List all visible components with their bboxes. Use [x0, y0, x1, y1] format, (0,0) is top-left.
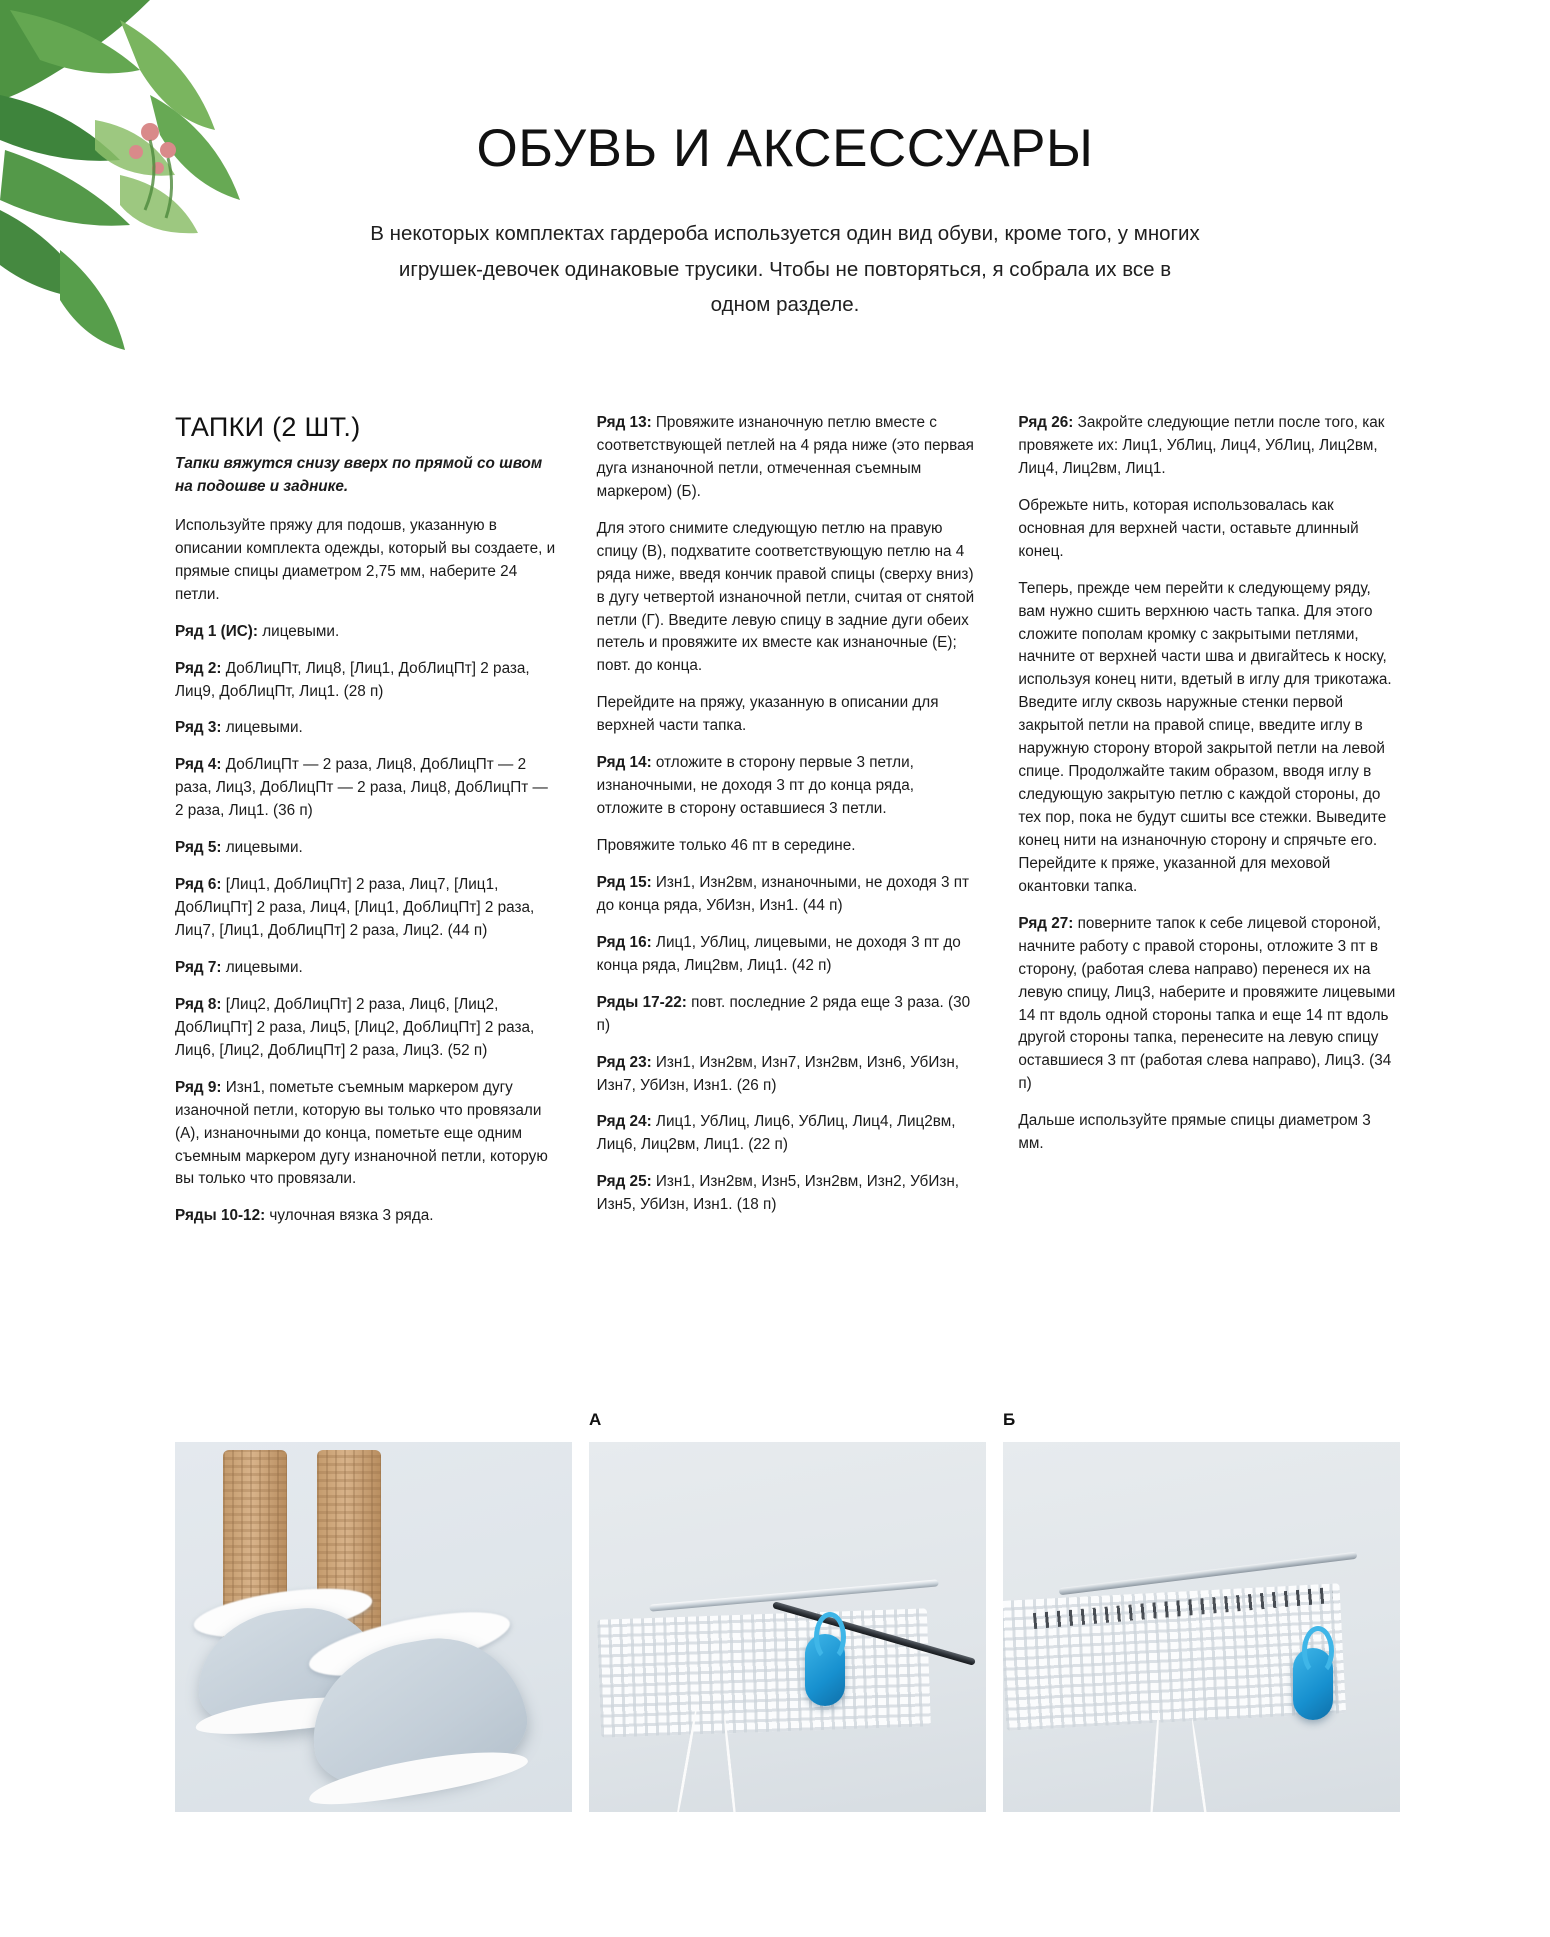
knitted-fabric — [597, 1608, 931, 1737]
article-columns — [175, 412, 1400, 1242]
paragraph: Ряд 2: ДобЛицПт, Лиц8, [Лиц1, ДобЛицПт] 2 раза, Лиц9, ДобЛицПт, Лиц1. (28 п) — [175, 659, 530, 700]
photo-label: А — [589, 1410, 602, 1429]
paragraph: Ряд 4: ДобЛицПт — 2 раза, Лиц8, ДобЛицПт — 2 раза, Лиц3, ДобЛицПт — 2 раза, Лиц8, ДобЛицПт — 2 раза, Лиц1. (36 п) — [175, 756, 548, 820]
paragraph: Ряд 26: Закройте следующие петли после того, как провяжете их: Лиц1, УбЛиц, Лиц4, УбЛиц, Лиц2вм, Лиц4, Лиц2вм, Лиц1. — [1018, 414, 1385, 477]
photo-step-b — [1003, 1410, 1400, 1812]
paragraph: Для этого снимите следующую петлю на правую спицу (В), подхватите соответствующую петлю на 4 ряда ниже, введя кончик правой спицы (сверху вниз) в дугу четвертой изнаночной петли, считая от снятой петли (Г). Введите левую спицу в задние дуги обеих петель и провяжите их вместе как изнаночные (Е); повт. до конца. — [596, 519, 975, 675]
photo-strip — [175, 1410, 1400, 1812]
section-lead: Тапки вяжутся снизу вверх по прямой со швом на подошве и заднике. — [175, 455, 543, 495]
paragraph: Ряды 17-22: повт. последние 2 ряда еще 3 раза. (30 п) — [596, 993, 971, 1034]
paragraph: Ряд 7: лицевыми. — [175, 958, 303, 976]
paragraph: Ряд 24: Лиц1, УбЛиц, Лиц6, УбЛиц, Лиц4, Лиц2вм, Лиц6, Лиц2вм, Лиц1. (22 п) — [596, 1113, 956, 1154]
paragraph: Ряд 9: Изн1, пометьте съемным маркером дугу изаночной петли, которую вы только что провязали (А), изнаночными до конца, пометьте еще одним съемным маркером дугу изнаночной петли, которую вы только что провязали. — [175, 1078, 548, 1188]
paragraph: Перейдите на пряжу, указанную в описании для верхней части тапка. — [596, 694, 939, 735]
yarn-strand — [1191, 1718, 1211, 1812]
paragraph: Обрежьте нить, которая использовалась как основная для верхней части, оставьте длинный конец. — [1018, 496, 1359, 560]
paragraph: Ряд 15: Изн1, Изн2вм, изнаночными, не доходя 3 пт до конца ряда, УбИзн, Изн1. (44 п) — [596, 873, 970, 914]
section-title-slippers: ТАПКИ (2 ШТ.) — [175, 412, 361, 442]
paragraph: Ряд 5: лицевыми. — [175, 839, 303, 857]
page-header — [170, 120, 1400, 322]
stitch-marker-icon — [805, 1634, 845, 1706]
paragraph: Провяжите только 46 пт в середине. — [596, 837, 856, 854]
photo-step-a — [589, 1410, 986, 1812]
page-intro: В некоторых комплектах гардероба используется один вид обуви, кроме того, у многих игрушек-девочек одинаковые трусики. Чтобы не повторяться, я собрала их все в одном разделе. — [370, 222, 1200, 316]
column-1 — [175, 412, 557, 1242]
photo-label: Б — [1003, 1410, 1016, 1429]
stitch-marker-icon — [1293, 1648, 1333, 1720]
paragraph: Ряд 1 (ИС): лицевыми. — [175, 622, 340, 640]
paragraph: Используйте пряжу для подошв, указанную в описании комплекта одежды, который вы создаете, и прямые спицы диаметром 2,75 мм, наберите 24 петли. — [175, 516, 556, 603]
column-3 — [1018, 412, 1400, 1242]
photo-image-step-a — [589, 1442, 986, 1812]
photo-image-step-b — [1003, 1442, 1400, 1812]
photo-image-slippers — [175, 1442, 572, 1812]
paragraph: Ряд 25: Изн1, Изн2вм, Изн5, Изн2вм, Изн2, УбИзн, Изн5, УбИзн, Изн1. (18 п) — [596, 1173, 960, 1214]
paragraph: Ряд 8: [Лиц2, ДобЛицПт] 2 раза, Лиц6, [Лиц2, ДобЛицПт] 2 раза, Лиц5, [Лиц2, ДобЛицПт] 2 раза, Лиц6, [Лиц2, ДобЛицПт] 2 раза, Лиц3. (52 п) — [175, 995, 535, 1059]
photo-finished-slippers — [175, 1442, 572, 1812]
paragraph: Ряд 6: [Лиц1, ДобЛицПт] 2 раза, Лиц7, [Лиц1, ДобЛицПт] 2 раза, Лиц4, [Лиц1, ДобЛицПт] 2 раза, Лиц7, [Лиц1, ДобЛицПт] 2 раза, Лиц2. (44 п) — [175, 876, 535, 939]
paragraph: Дальше используйте прямые спицы диаметром 3 мм. — [1018, 1112, 1371, 1153]
page-title: ОБУВЬ И АКСЕССУАРЫ — [476, 119, 1094, 178]
paragraph: Ряд 27: поверните тапок к себе лицевой стороной, начните работу с правой стороны, отложите 3 пт в сторону, (работая слева направо) перенеся их на левую спицу, Лиц3, наберите и провяжите лицевыми 14 пт вдоль одной стороны тапка и еще 14 пт вдоль другой стороны тапка, перенесите на левую спицу оставшиеся 3 пт (работая слева направо), Лиц3. (34 п) — [1018, 914, 1396, 1093]
paragraph: Ряды 10-12: чулочная вязка 3 ряда. — [175, 1207, 434, 1225]
column-2 — [597, 412, 979, 1242]
paragraph: Теперь, прежде чем перейти к следующему ряду, вам нужно сшить верхнюю часть тапка. Для этого сложите пополам кромку с закрытыми петлями, начните от верхней части шва и двигайтесь к носку, используя конец нити, вдетый в иглу для трикотажа. Введите иглу сквозь наружные стенки первой закрытой петли на правой спице, введите иглу в наружную сторону второй закрытой петли на левой спице. Продолжайте таким образом, вводя иглу в следующую закрытую петлю с каждой стороны, до тех пор, пока не будут сшиты все стежки. Выведите конец нити на изнаночную сторону и спрячьте его. Перейдите к пряже, указанной для меховой окантовки тапка. — [1018, 579, 1392, 895]
paragraph: Ряд 13: Провяжите изнаночную петлю вместе с соответствующей петлей на 4 ряда ниже (это первая дуга изнаночной петли, отмеченная съемным маркером) (Б). — [596, 414, 974, 500]
yarn-strand — [1149, 1710, 1160, 1812]
paragraph: Ряд 14: отложите в сторону первые 3 петли, изнаночными, не доходя 3 пт до конца ряда, отложите в сторону оставшиеся 3 петли. — [596, 754, 914, 818]
paragraph: Ряд 3: лицевыми. — [175, 719, 303, 737]
paragraph: Ряд 23: Изн1, Изн2вм, Изн7, Изн2вм, Изн6, УбИзн, Изн7, УбИзн, Изн1. (26 п) — [596, 1053, 960, 1094]
paragraph: Ряд 16: Лиц1, УбЛиц, лицевыми, не доходя 3 пт до конца ряда, Лиц2вм, Лиц1. (42 п) — [596, 933, 961, 974]
